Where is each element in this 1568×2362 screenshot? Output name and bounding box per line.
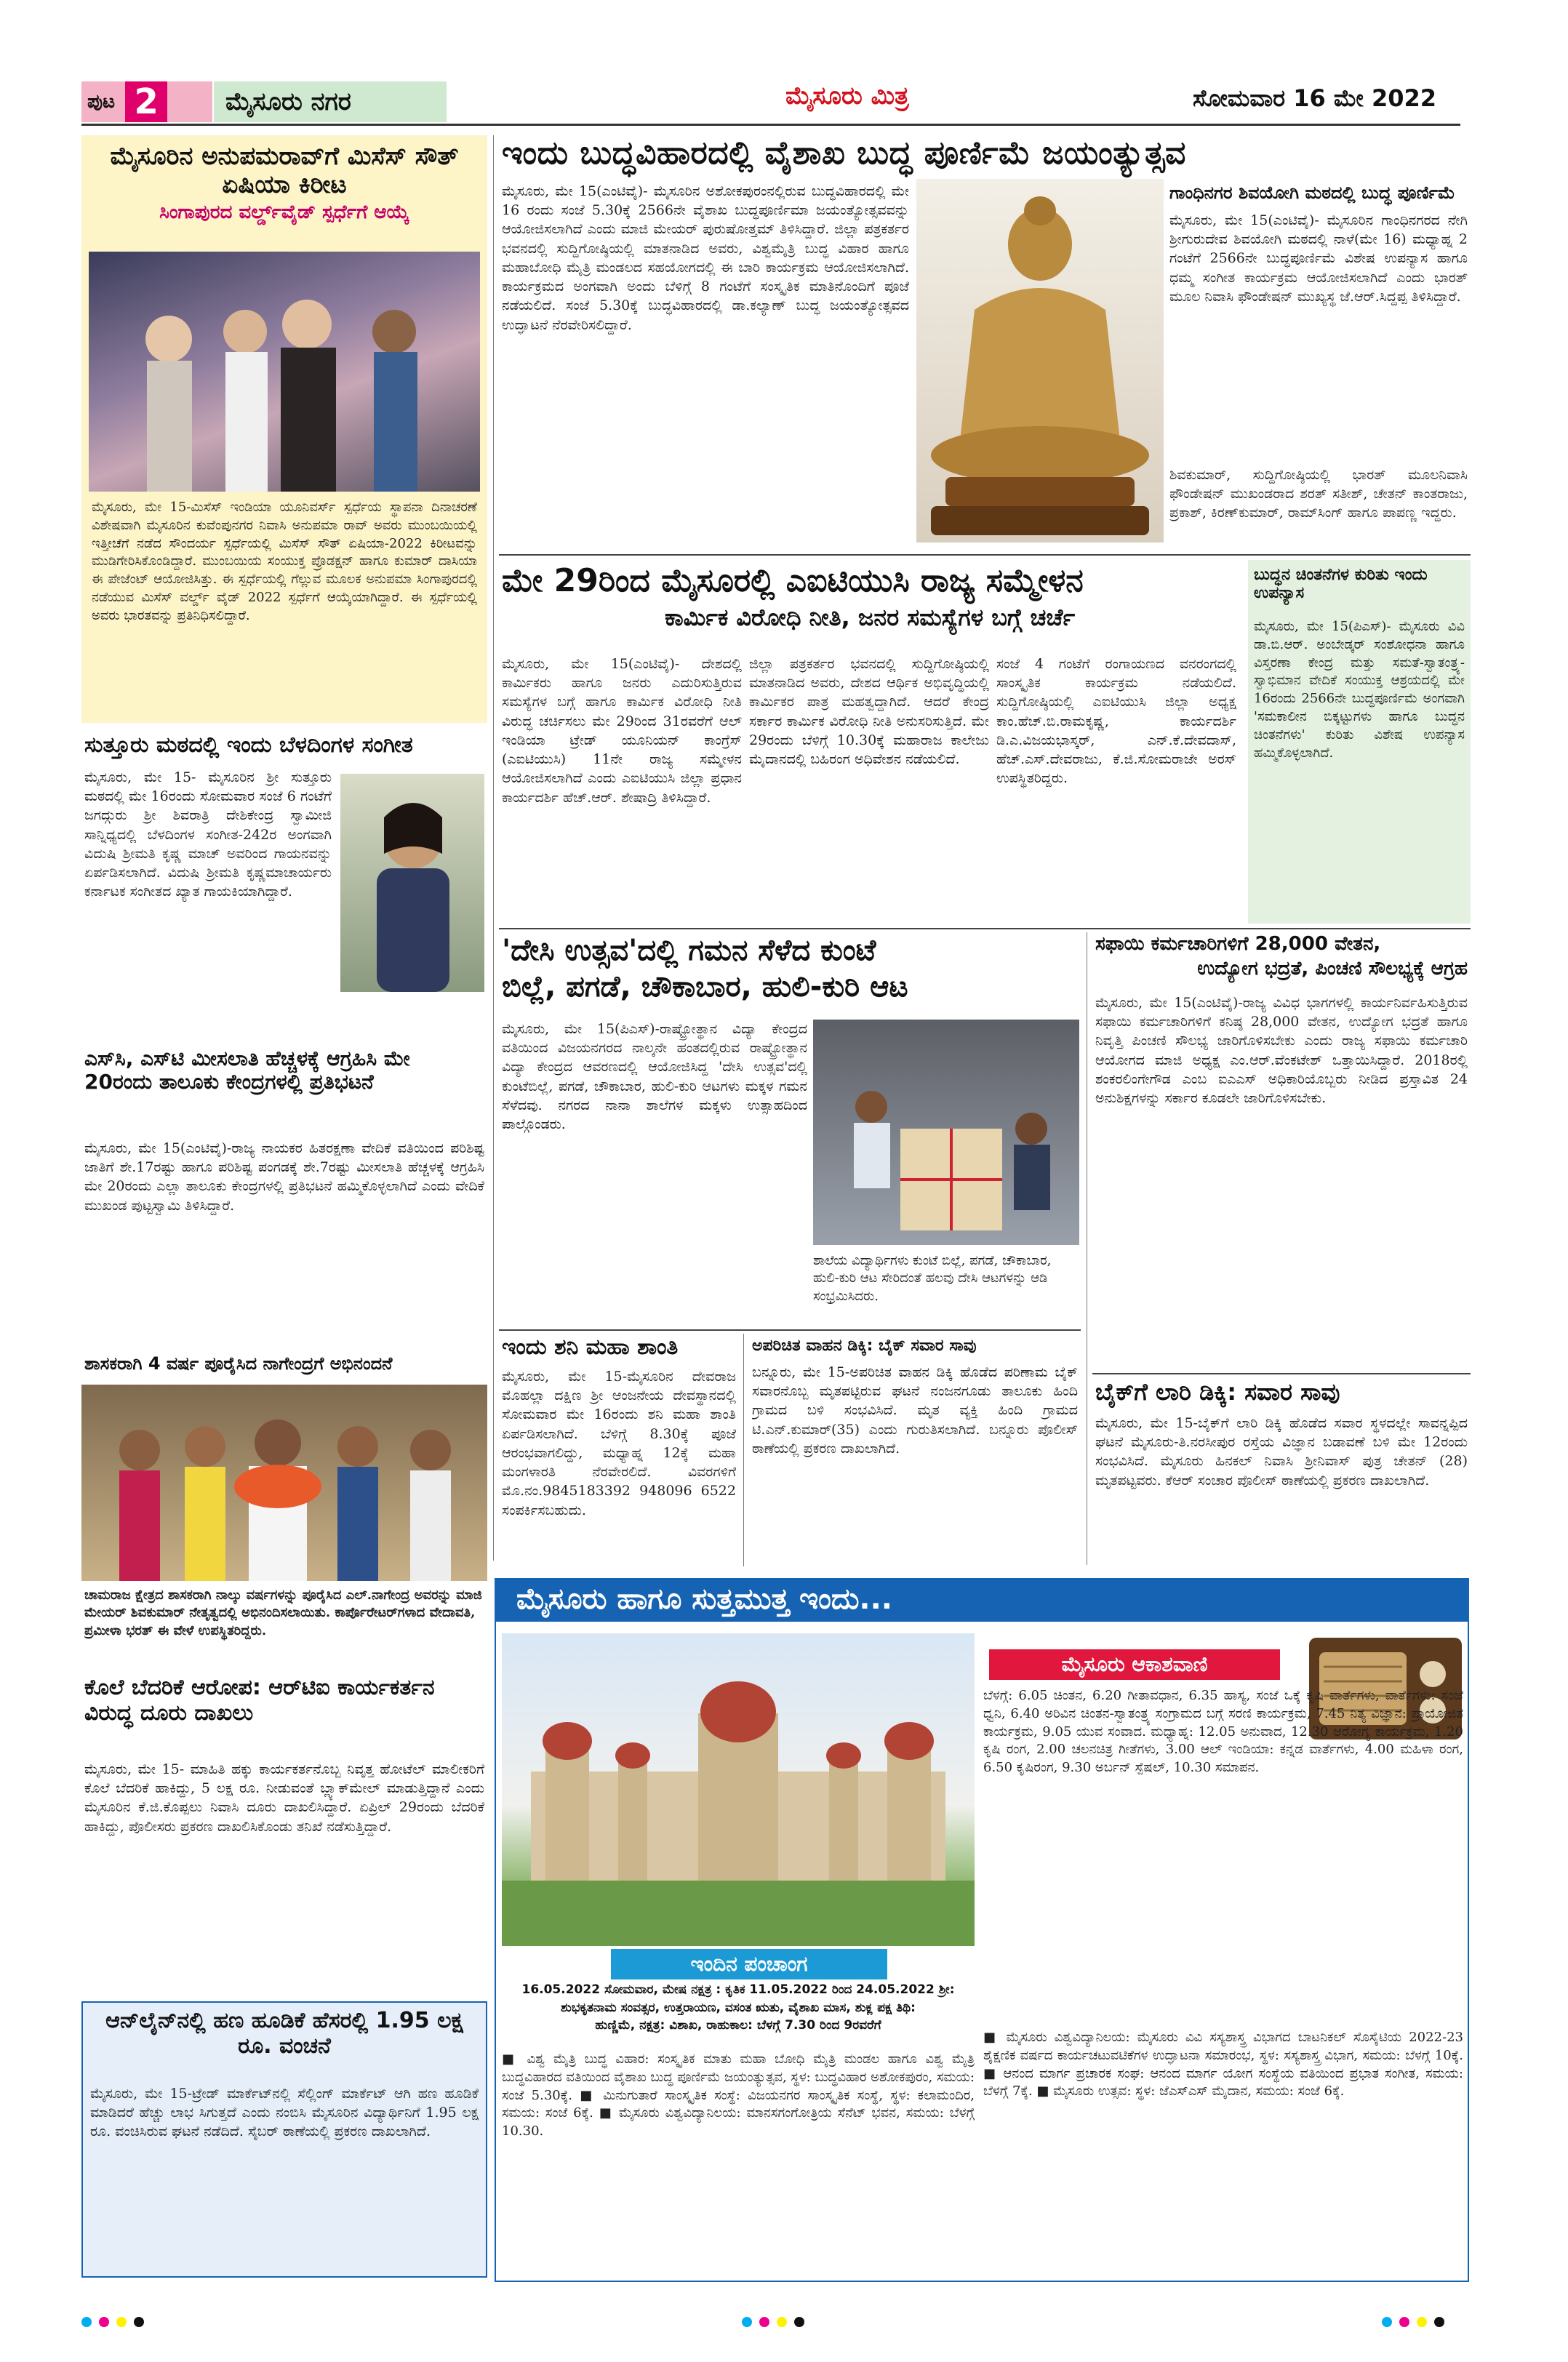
- award-photo: [89, 252, 480, 492]
- section-divider: [499, 554, 1471, 556]
- singer-illustration: [340, 774, 484, 992]
- mysore-palace-photo: [502, 1633, 975, 1946]
- palace-illustration: [502, 1633, 975, 1946]
- story-headline: ಇಂದು ಶನಿ ಮಹಾ ಶಾಂತಿ: [502, 1334, 679, 1360]
- story-body: ಮೈಸೂರು, ಮೇ 15-ಬೈಕ್‌ಗೆ ಲಾರಿ ಡಿಕ್ಕಿ ಹೊಡೆದ ಸವಾರ ಸ್ಥಳದಲ್ಲೇ ಸಾವನ್ನಪ್ಪಿದ ಘಟನೆ ಮೈಸೂರು-ತಿ.ನರಸೀಪುರ ರಸ್ತೆಯ ವಿಜ್ಞಾನ ಬಡಾವಣೆ ಬಳಿ ಮೇ 12ರಂದು ಸಂಭವಿಸಿದೆ. ಮೈಸೂರು ಹಿನಕಲ್ ನಿವಾಸಿ ಶ್ರೀನಿವಾಸ್ ಪುತ್ರ ಚೇತನ್ (28) ಮೃತಪಟ್ಟವರು. ಕೆಆರ್ ಸಂಚಾರ ಪೊಲೀಸ್ ಠಾಣೆಯಲ್ಲಿ ಪ್ರಕರಣ ದಾಖಲಾಗಿದೆ.: [1095, 1415, 1468, 1489]
- events-list-right: ■ ಮೈಸೂರು ವಿಶ್ವವಿದ್ಯಾನಿಲಯ: ಮೈಸೂರು ವಿವಿ ಸಸ್ಯಶಾಸ್ತ್ರ ವಿಭಾಗದ ಬಾಟನಿಕಲ್ ಸೊಸೈಟಿಯ 2022-23 ಶೈಕ್ಷಣಿಕ ವರ್ಷದ ಕಾರ್ಯಚಟುವಟಿಕೆಗಳ ಉದ್ಘಾಟನಾ ಸಮಾರಂಭ, ಸ್ಥಳ: ಸಸ್ಯಶಾಸ್ತ್ರ ವಿಭಾಗ, ಸಮಯ: ಬೆಳಗ್ಗೆ 10ಕ್ಕೆ. ■ ಆನಂದ ಮಾರ್ಗ ಪ್ರಚಾರಕ ಸಂಘ: ಆನಂದ ಮಾರ್ಗ ಯೋಗ ಸಂಸ್ಥೆಯ ವತಿಯಿಂದ ಪ್ರಭಾತ ಸಂಗೀತ, ಸಮಯ: ಬೆಳಗ್ಗೆ 7ಕ್ಕೆ. ■ ಮೈಸೂರು ಉತ್ಸವ: ಸ್ಥಳ: ಜೆಎಸ್‌ಎಸ್ ಮೈದಾನ, ಸಮಯ: ಸಂಜೆ 6ಕ್ಕೆ.: [983, 2030, 1463, 2099]
- story-body: ಮೈಸೂರು, ಮೇ 15(ಪಿಎಸ್)- ಮೈಸೂರು ವಿವಿ ಡಾ.ಬಿ.ಆರ್. ಅಂಬೇಡ್ಕರ್ ಸಂಶೋಧನಾ ಹಾಗೂ ವಿಸ್ತರಣಾ ಕೇಂದ್ರ ಮತ್ತು ಸಮತೆ-ಸ್ವಾತಂತ್ರ್ಯ-ಸ್ವಾಭಿಮಾನ ವೇದಿಕೆ ಸಂಯುಕ್ತ ಆಶ್ರಯದಲ್ಲಿ ಮೇ 16ರಂದು 2566ನೇ ಬುದ್ಧಪೂರ್ಣಿಮೆ ಅಂಗವಾಗಿ 'ಸಮಕಾಲೀನ ಬಿಕ್ಕಟ್ಟುಗಳು ಹಾಗೂ ಬುದ್ಧನ ಚಿಂತನೆಗಳು' ಕುರಿತು ವಿಶೇಷ ಉಪನ್ಯಾಸ ಹಮ್ಮಿಕೊಳ್ಳಲಾಗಿದೆ.: [1254, 619, 1465, 761]
- story-hit-and-run: [749, 1334, 1081, 1566]
- story-headline: ಮೇ 29ರಿಂದ ಮೈಸೂರಲ್ಲಿ ಎಐಟಿಯುಸಿ ರಾಜ್ಯ ಸಮ್ಮೇಳನ: [502, 562, 1084, 599]
- felicitation-illustration: [81, 1385, 487, 1581]
- story-rti-complaint: [81, 1673, 487, 1993]
- masthead-rule: [81, 124, 1460, 126]
- story-subhead: ಸಿಂಗಾಪುರದ ವರ್ಲ್ಡ್‌ವೈಡ್ ಸ್ಪರ್ಧೆಗೆ ಆಯ್ಕೆ: [159, 201, 409, 224]
- story-anupama-rao: [81, 135, 487, 723]
- column-rule: [493, 135, 494, 1561]
- panchanga-title: ಇಂದಿನ ಪಂಚಾಂಗ: [611, 1949, 887, 1979]
- section-divider: [499, 928, 1471, 929]
- children-games-illustration: [813, 1020, 1079, 1245]
- story-body: ಮೈಸೂರು, ಮೇ 15(ಎಂಟಿವೈ)-ರಾಜ್ಯ ನಾಯಕರ ಹಿತರಕ್ಷಣಾ ವೇದಿಕೆ ವತಿಯಿಂದ ಪರಿಶಿಷ್ಟ ಜಾತಿಗೆ ಶೇ.17ರಷ್ಟು ಹಾಗೂ ಪರಿಶಿಷ್ಟ ಪಂಗಡಕ್ಕೆ ಶೇ.7ರಷ್ಟು ಮೀಸಲಾತಿ ಹೆಚ್ಚಳಕ್ಕೆ ಆಗ್ರಹಿಸಿ ಮೇ 20ರಂದು ಎಲ್ಲಾ ತಾಲೂಕು ಕೇಂದ್ರಗಳಲ್ಲಿ ಪ್ರತಿಭಟನೆ ಹಮ್ಮಿಕೊಳ್ಳಲಾಗಿದೆ ಎಂದು ವೇದಿಕೆ ಮುಖಂಡ ಪುಟ್ಟಸ್ವಾಮಿ ತಿಳಿಸಿದ್ದಾರೆ.: [84, 1140, 484, 1214]
- story-headline-line1: ಸಫಾಯಿ ಕರ್ಮಚಾರಿಗಳಿಗೆ 28,000 ವೇತನ,: [1095, 933, 1381, 955]
- story-desi-utsava: [499, 932, 1081, 1325]
- story-buddha-lecture: [1248, 560, 1471, 924]
- story-body: ಮೈಸೂರು, ಮೇ 15-ಮಿಸೆಸ್ ಇಂಡಿಯಾ ಯೂನಿವರ್ಸ್ ಸ್ಪರ್ಧೆಯ ಸ್ಥಾಪನಾ ದಿನಾಚರಣೆ ವಿಶೇಷವಾಗಿ ಮೈಸೂರಿನ ಕುವೆಂಪುನಗರ ನಿವಾಸಿ ಅನುಪಮಾ ರಾವ್ ಅವರು ಮುಂಬಯಿಯಲ್ಲಿ ಇತ್ತೀಚೆಗೆ ನಡೆದ ಸೌಂದರ್ಯ ಸ್ಪರ್ಧೆಯಲ್ಲಿ ಮಿಸೆಸ್ ಸೌತ್ ಏಷಿಯಾ-2022 ಕಿರೀಟವನ್ನು ಮುಡಿಗೇರಿಸಿಕೊಂಡಿದ್ದಾರೆ. ಮುಂಬಯಿಯ ಸಂಯುಕ್ತ ಪ್ರೊಡಕ್ಷನ್ ಹಾಗೂ ಕುಮಾರ್ ದಾಸಿಯಾ ಈ ಪೇಜೆಂಟ್ ಆಯೋಜಿಸಿತ್ತು. ಈ ಸ್ಪರ್ಧೆಯಲ್ಲಿ ಗೆಲ್ಲುವ ಮೂಲಕ ಅನುಪಮಾ ಸಿಂಗಾಪುರದಲ್ಲಿ ನಡೆಯುವ ಮಿಸೆಸ್ ವರ್ಲ್ಡ್ ವೈಡ್ 2022 ಸ್ಪರ್ಧೆಗೆ ಆಯ್ಕೆಯಾಗಿದ್ದಾರೆ. ಈ ಸ್ಪರ್ಧೆಯಲ್ಲಿ ಅವರು ಭಾರತವನ್ನು ಪ್ರತಿನಿಧಿಸಲಿದ್ದಾರೆ.: [92, 500, 477, 623]
- felicitation-photo: [81, 1385, 487, 1581]
- story-body-col2: ಜಿಲ್ಲಾ ಪತ್ರಕರ್ತರ ಭವನದಲ್ಲಿ ಸುದ್ದಿಗೋಷ್ಠಿಯಲ್ಲಿ ಮಾತನಾಡಿದ ಅವರು, ದೇಶದ ಆರ್ಥಿಕ ಅಭಿವೃದ್ಧಿಯಲ್ಲಿ ಕಾರ್ಮಿಕರ ಪಾತ್ರ ಮಹತ್ವದ್ದಾಗಿದೆ. ಆದರೆ ಕೇಂದ್ರ ಸರ್ಕಾರ ಕಾರ್ಮಿಕ ವಿರೋಧಿ ನೀತಿ ಅನುಸರಿಸುತ್ತಿದೆ. ಮೇ 29ರಂದು ಬೆಳಿಗ್ಗೆ 10.30ಕ್ಕೆ ಮಹಾರಾಜ ಕಾಲೇಜು ಮೈದಾನದಲ್ಲಿ ಬಹಿರಂಗ ಅಧಿವೇಶನ ನಡೆಯಲಿದೆ.: [749, 656, 989, 768]
- story-online-fraud: [81, 2001, 487, 2278]
- dateline: ಸೋಮವಾರ 16 ಮೇ 2022: [1193, 84, 1437, 112]
- section-divider: [499, 1329, 1081, 1331]
- panchanga-line: ಹುಣ್ಣಿಮೆ, ನಕ್ಷತ್ರ: ವಿಶಾಖ, ರಾಹುಕಾಲ: ಬೆಳಗ್ಗೆ 7.30 ರಿಂದ 9ರವರೆಗೆ: [595, 2018, 881, 2033]
- story-shani-shanti: [499, 1334, 739, 1566]
- panchanga-line: 16.05.2022 ಸೋಮವಾರ, ಮೇಷ ನಕ್ಷತ್ರ : ಕೃತಿಕ 11.05.2022 ರಿಂದ 24.05.2022 ಶ್ರೀ:: [521, 1982, 955, 1997]
- newspaper-logo: ಮೈಸೂರು ಮಿತ್ರ: [785, 81, 909, 111]
- story-headline: ಸುತ್ತೂರು ಮಠದಲ್ಲಿ ಇಂದು ಬೆಳದಿಂಗಳ ಸಂಗೀತ: [84, 732, 413, 758]
- children-games-photo: [813, 1020, 1079, 1245]
- story-headline: ಶಾಸಕರಾಗಿ 4 ವರ್ಷ ಪೂರೈಸಿದ ನಾಗೇಂದ್ರಗೆ ಅಭಿನಂದನೆ: [84, 1353, 393, 1374]
- buddha-statue-photo: [916, 179, 1164, 543]
- lead-side-body: ಮೈಸೂರು, ಮೇ 15(ಎಂಟಿವೈ)- ಮೈಸೂರಿನ ಗಾಂಧಿನಗರದ ನೇಗಿ ಶ್ರೀಗುರುದೇವ ಶಿವಯೋಗಿ ಮಠದಲ್ಲಿ ನಾಳೆ(ಮೇ 16) ಮಧ್ಯಾಹ್ನ 2 ಗಂಟೆಗೆ 2566ನೇ ಬುದ್ಧಪೂರ್ಣಿಮೆ ವಿಶೇಷ ಉಪನ್ಯಾಸ ಹಾಗೂ ಧಮ್ಮ ಸಂಗೀತ ಕಾರ್ಯಕ್ರಮ ಆಯೋಜಿಸಲಾಗಿದೆ ಎಂದು ಭಾರತ್ ಮೂಲ ನಿವಾಸಿ ಫೌಂಡೇಷನ್ ಮುಖ್ಯಸ್ಥ ಜೆ.ಆರ್.ಸಿದ್ದಪ್ಪ ತಿಳಿಸಿದ್ದಾರೆ.: [1169, 212, 1468, 305]
- page-label: ಪುಟ: [87, 90, 116, 113]
- story-headline: ಅಪರಿಚಿತ ವಾಹನ ಡಿಕ್ಕಿ: ಬೈಕ್ ಸವಾರ ಸಾವು: [752, 1337, 977, 1355]
- panchanga-details: [502, 1981, 975, 2046]
- story-headline-line2: ಉದ್ಯೋಗ ಭದ್ರತೆ, ಪಿಂಚಣಿ ಸೌಲಭ್ಯಕ್ಕೆ ಆಗ್ರಹ: [1197, 957, 1468, 980]
- story-body: ಬನ್ನೂರು, ಮೇ 15-ಅಪರಿಚಿತ ವಾಹನ ಡಿಕ್ಕಿ ಹೊಡೆದ ಪರಿಣಾಮ ಬೈಕ್ ಸವಾರನೊಬ್ಬ ಮೃತಪಟ್ಟಿರುವ ಘಟನೆ ನಂಜನಗೂಡು ತಾಲೂಕು ಹಿಂದಿ ಗ್ರಾಮದ ಬಳಿ ಸಂಭವಿಸಿದೆ. ಮೃತ ವ್ಯಕ್ತಿ ಹಿಂದಿ ಗ್ರಾಮದ ಟಿ.ಎನ್.ಕುಮಾರ್(35) ಎಂದು ಗುರುತಿಸಲಾಗಿದೆ. ಬನ್ನೂರು ಪೊಲೀಸ್ ಠಾಣೆಯಲ್ಲಿ ಪ್ರಕರಣ ದಾಖಲಾಗಿದೆ.: [752, 1364, 1078, 1457]
- story-headline: ಮೈಸೂರಿನ ಅನುಪಮರಾವ್‌ಗೆ ಮಿಸೆಸ್ ಸೌತ್ ಏಷಿಯಾ ಕಿರೀಟ: [110, 142, 459, 200]
- section-name: ಮೈಸೂರು ನಗರ: [214, 81, 447, 122]
- page-number: 2: [125, 81, 167, 122]
- registration-marks-right: [1382, 2317, 1444, 2327]
- story-headline: ಕೊಲೆ ಬೆದರಿಕೆ ಆರೋಪ: ಆರ್‌ಟಿಐ ಕಾರ್ಯಕರ್ತನ ವಿರುದ್ಧ ದೂರು ದಾಖಲು: [84, 1675, 435, 1726]
- lead-side-headline: ಗಾಂಧಿನಗರ ಶಿವಯೋಗಿ ಮಠದಲ್ಲಿ ಬುದ್ಧ ಪೂರ್ಣಿಮೆ: [1169, 183, 1455, 203]
- story-reservation-protest: [81, 1044, 487, 1342]
- masthead: [0, 0, 1568, 131]
- radio-title: ಮೈಸೂರು ಆಕಾಶವಾಣಿ: [989, 1649, 1280, 1680]
- lead-headline: ಇಂದು ಬುದ್ಧವಿಹಾರದಲ್ಲಿ ವೈಶಾಖ ಬುದ್ಧ ಪೂರ್ಣಿಮೆ ಜಯಂತ್ಯುತ್ಸವ: [502, 135, 1186, 172]
- story-headline-line2: ಬಿಲ್ಲೆ, ಪಗಡೆ, ಚೌಕಾಬಾರ, ಹುಲಿ-ಕುರಿ ಆಟ: [502, 970, 908, 1004]
- events-list-left: ■ ವಿಶ್ವ ಮೈತ್ರಿ ಬುದ್ಧ ವಿಹಾರ: ಸಂಸ್ಕೃತಿಕ ಮಾತು ಮಹಾ ಬೋಧಿ ಮೈತ್ರಿ ಮಂಡಲ ಹಾಗೂ ವಿಶ್ವ ಮೈತ್ರಿ ಬುದ್ಧವಿಹಾರದ ವತಿಯಿಂದ ವೈಶಾಖ ಬುದ್ಧ ಪೂರ್ಣಿಮೆ ಜಯಂತ್ಯುತ್ಸವ, ಸ್ಥಳ: ಬುದ್ಧವಿಹಾರ ಅಶೋಕಪುರಂ, ಸಮಯ: ಸಂಜೆ 5.30ಕ್ಕೆ. ■ ಮಿನುಗುತಾರೆ ಸಾಂಸ್ಕೃತಿಕ ಸಂಸ್ಥೆ: ವಿಜಯನಗರ ಸಾಂಸ್ಕೃತಿಕ ಸಂಸ್ಥೆ, ಸ್ಥಳ: ಕಲಾಮಂದಿರ, ಸಮಯ: ಸಂಜೆ 6ಕ್ಕೆ. ■ ಮೈಸೂರು ವಿಶ್ವವಿದ್ಯಾನಿಲಯ: ಮಾನಸಗಂಗೋತ್ರಿಯ ಸೆನೆಟ್ ಭವನ, ಸಮಯ: ಬೆಳಗ್ಗೆ 10.30.: [502, 2051, 975, 2139]
- story-bike-lorry-accident: [1092, 1377, 1471, 1566]
- singer-photo: [340, 774, 484, 992]
- story-body: ಮೈಸೂರು, ಮೇ 15-ಟ್ರೇಡ್ ಮಾರ್ಕೆಟ್‌ನಲ್ಲಿ ಸೆಲ್ಲಿಂಗ್ ಮಾರ್ಕೆಟ್ ಆಗಿ ಹಣ ಹೂಡಿಕೆ ಮಾಡಿದರೆ ಹೆಚ್ಚು ಲಾಭ ಸಿಗುತ್ತದೆ ಎಂದು ನಂಬಿಸಿ ಮೈಸೂರಿನ ವಿದ್ಯಾರ್ಥಿನಿಗೆ 1.95 ಲಕ್ಷ ರೂ. ವಂಚಿಸಿರುವ ಘಟನೆ ನಡೆದಿದೆ. ಸೈಬರ್ ಠಾಣೆಯಲ್ಲಿ ಪ್ರಕರಣ ದಾಖಲಾಗಿದೆ.: [90, 2086, 479, 2140]
- section-divider: [1092, 1373, 1471, 1374]
- story-mla-felicitation: [81, 1350, 487, 1670]
- story-safai-karmachari: [1092, 932, 1471, 1369]
- award-photo-illustration: [89, 252, 480, 492]
- story-body-col1: ಮೈಸೂರು, ಮೇ 15(ಎಂಟಿವೈ)- ದೇಶದಲ್ಲಿ ಕಾರ್ಮಿಕರು ಹಾಗೂ ಜನರು ಎದುರಿಸುತ್ತಿರುವ ಸಮಸ್ಯೆಗಳ ಬಗ್ಗೆ ಹಾಗೂ ಕಾರ್ಮಿಕ ವಿರೋಧಿ ನೀತಿ ವಿರುದ್ಧ ಚರ್ಚಿಸಲು ಮೇ 29ರಿಂದ 31ರವರೆಗೆ ಆಲ್ ಇಂಡಿಯಾ ಟ್ರೇಡ್ ಯೂನಿಯನ್ ಕಾಂಗ್ರೆಸ್ (ಎಐಟಿಯುಸಿ) 11ನೇ ರಾಜ್ಯ ಸಮ್ಮೇಳನ ಆಯೋಜಿಸಲಾಗಿದೆ ಎಂದು ಎಐಟಿಯುಸಿ ಜಿಲ್ಲಾ ಪ್ರಧಾನ ಕಾರ್ಯದರ್ಶಿ ಹೆಚ್.ಆರ್. ಶೇಷಾದ್ರಿ ತಿಳಿಸಿದ್ದಾರೆ.: [502, 656, 742, 806]
- story-body: ಮೈಸೂರು, ಮೇ 15- ಮೈಸೂರಿನ ಶ್ರೀ ಸುತ್ತೂರು ಮಠದಲ್ಲಿ ಮೇ 16ರಂದು ಸೋಮವಾರ ಸಂಜೆ 6 ಗಂಟೆಗೆ ಜಗದ್ಗುರು ಶ್ರೀ ಶಿವರಾತ್ರಿ ದೇಶಿಕೇಂದ್ರ ಸ್ವಾಮೀಜಿ ಸಾನ್ನಿಧ್ಯದಲ್ಲಿ ಬೆಳದಿಂಗಳ ಸಂಗೀತ-242ರ ಅಂಗವಾಗಿ ವಿದುಷಿ ಶ್ರೀಮತಿ ಕೃಷ್ಣ ಮಾಚ್ ಅವರಿಂದ ಗಾಯನವನ್ನು ಏರ್ಪಡಿಸಲಾಗಿದೆ. ವಿದುಷಿ ಶ್ರೀಮತಿ ಕೃಷ್ಣಮಾಚಾರ್ಯರು ಕರ್ನಾಟಕ ಸಂಗೀತದ ಖ್ಯಾತ ಗಾಯಕಿಯಾಗಿದ್ದಾರೆ.: [84, 769, 332, 900]
- story-aituc-conference: [499, 560, 1241, 924]
- column-rule: [743, 1334, 744, 1566]
- story-headline: ಆನ್‌ಲೈನ್‌ನಲ್ಲಿ ಹಣ ಹೂಡಿಕೆ ಹೆಸರಲ್ಲಿ 1.95 ಲಕ್ಷ ರೂ. ವಂಚನೆ: [105, 2008, 463, 2059]
- story-headline: ಎಸ್‌ಸಿ, ಎಸ್‌ಟಿ ಮೀಸಲಾತಿ ಹೆಚ್ಚಳಕ್ಕೆ ಆಗ್ರಹಿಸಿ ಮೇ 20ರಂದು ತಾಲೂಕು ಕೇಂದ್ರಗಳಲ್ಲಿ ಪ್ರತಿಭಟನೆ: [84, 1046, 410, 1094]
- story-body-col3: ಸಂಜೆ 4 ಗಂಟೆಗೆ ರಂಗಾಯಣದ ವನರಂಗದಲ್ಲಿ ಸಾಂಸ್ಕೃತಿಕ ಕಾರ್ಯಕ್ರಮ ನಡೆಯಲಿದೆ. ಸುದ್ದಿಗೋಷ್ಠಿಯಲ್ಲಿ ಎಐಟಿಯುಸಿ ಜಿಲ್ಲಾ ಅಧ್ಯಕ್ಷ ಕಾಂ.ಹೆಚ್.ಬಿ.ರಾಮಕೃಷ್ಣ, ಕಾರ್ಯದರ್ಶಿ ಡಿ.ಎ.ವಿಜಯಭಾಸ್ಕರ್, ಎನ್.ಕೆ.ದೇವದಾಸ್, ಹೆಚ್.ಎಸ್.ದೇವರಾಜು, ಕೆ.ಜಿ.ಸೋಮರಾಜೇ ಅರಸ್ ಉಪಸ್ಥಿತರಿದ್ದರು.: [996, 656, 1236, 787]
- radio-schedule: ಬೆಳಗ್ಗೆ: 6.05 ಚಿಂತನ, 6.20 ಗೀತಾವಧಾನ, 6.35 ಹಾಸ್ಯ, ಸಂಜೆ ಒಕ್ಕೆ ಕೃಷಿ ವಾರ್ತೆಗಳು, ವಾರ್ತೆಗಳು: ಸಂಜೆ ಧ್ವನಿ, 6.40 ಅರಿವಿನ ಚಿಂತನ-ಸ್ವಾತಂತ್ರ್ಯ ಸಂಗ್ರಾಮದ ಬಗ್ಗೆ ಸರಣಿ ಕಾರ್ಯಕ್ರಮ, 7.45 ನಿತ್ಯ ವಿಜ್ಞಾನ: ಪ್ರಾಯೋಜಿತ ಕಾರ್ಯಕ್ರಮ, 9.05 ಯುವ ಸಂವಾದ. ಮಧ್ಯಾಹ್ನ: 12.05 ಅನುವಾದ, 12.30 ಆರೋಗ್ಯ ಕಾರ್ಯಕ್ರಮ, 1.20 ಕೃಷಿ ರಂಗ, 2.00 ಚಲನಚಿತ್ರ ಗೀತೆಗಳು, 3.00 ಆಲ್ ಇಂಡಿಯಾ: ಕನ್ನಡ ವಾರ್ತೆಗಳು, 4.00 ಮಹಿಳಾ ರಂಗ, 6.50 ಕೃಷಿರಂಗ, 9.30 ಅರ್ಬನ್ ಸ್ಪೆಷಲ್, 10.30 ಸಮಾಪನ.: [983, 1688, 1463, 1776]
- story-headline: ಬೈಕ್‌ಗೆ ಲಾರಿ ಡಿಕ್ಕಿ: ಸವಾರ ಸಾವು: [1095, 1378, 1340, 1406]
- story-body: ಮೈಸೂರು, ಮೇ 15(ಪಿಎಸ್)-ರಾಷ್ಟ್ರೋತ್ಥಾನ ವಿದ್ಯಾ ಕೇಂದ್ರದ ವತಿಯಿಂದ ವಿಜಯನಗರದ ನಾಲ್ಕನೇ ಹಂತದಲ್ಲಿರುವ ರಾಷ್ಟ್ರೋತ್ಥಾನ ವಿದ್ಯಾ ಕೇಂದ್ರದ ಆವರಣದಲ್ಲಿ ಆಯೋಜಿಸಿದ್ದ 'ದೇಸಿ ಉತ್ಸವ'ದಲ್ಲಿ ಕುಂಟೆಬಿಲ್ಲೆ, ಪಗಡೆ, ಚೌಕಾಬಾರ, ಹುಲಿ-ಕುರಿ ಆಟಗಳು ಮಕ್ಕಳ ಗಮನ ಸೆಳೆದವು. ನಗರದ ನಾನಾ ಶಾಲೆಗಳ ಮಕ್ಕಳು ಉತ್ಸಾಹದಿಂದ ಪಾಲ್ಗೊಂಡರು.: [502, 1021, 807, 1133]
- registration-marks-left: [81, 2317, 144, 2327]
- lead-side-body-2: ಶಿವಕುಮಾರ್, ಸುದ್ದಿಗೋಷ್ಠಿಯಲ್ಲಿ ಭಾರತ್ ಮೂಲನಿವಾಸಿ ಫೌಂಡೇಷನ್ ಮುಖಂಡರಾದ ಶರತ್ ಸತೀಶ್, ಚೇತನ್ ಕಾಂತರಾಜು, ಪ್ರಕಾಶ್, ಕಿರಣ್‌ಕುಮಾರ್, ರಾಮ್‌ಸಿಂಗ್ ಹಾಗೂ ಪಾಪಣ್ಣ ಇದ್ದರು.: [1169, 467, 1468, 521]
- story-body: ಮೈಸೂರು, ಮೇ 15-ಮೈಸೂರಿನ ದೇವರಾಜ ಮೊಹಲ್ಲಾ ದಕ್ಷಿಣ ಶ್ರೀ ಆಂಜನೇಯ ದೇವಸ್ಥಾನದಲ್ಲಿ ಸೋಮವಾರ ಮೇ 16ರಂದು ಶನಿ ಮಹಾ ಶಾಂತಿ ಏರ್ಪಡಿಸಲಾಗಿದೆ. ಬೆಳಿಗ್ಗೆ 8.30ಕ್ಕೆ ಪೂಜೆ ಆರಂಭವಾಗಲಿದ್ದು, ಮಧ್ಯಾಹ್ನ 12ಕ್ಕೆ ಮಹಾ ಮಂಗಳಾರತಿ ನೆರವೇರಲಿದೆ. ವಿವರಗಳಿಗೆ ಮೊ.ನಂ.9845183392 948096 6522 ಸಂಪರ್ಕಿಸಬಹುದು.: [502, 1369, 736, 1518]
- story-headline-line1: 'ದೇಸಿ ಉತ್ಸವ'ದಲ್ಲಿ ಗಮನ ಸೆಳೆದ ಕುಂಟೆ: [502, 934, 876, 967]
- story-headline: ಬುದ್ಧನ ಚಿಂತನೆಗಳ ಕುರಿತು ಇಂದು ಉಪನ್ಯಾಸ: [1254, 566, 1428, 603]
- story-subhead: ಕಾರ್ಮಿಕ ವಿರೋಧಿ ನೀತಿ, ಜನರ ಸಮಸ್ಯೆಗಳ ಬಗ್ಗೆ ಚರ್ಚೆ: [664, 603, 1076, 631]
- story-suttur-music: [81, 730, 487, 1036]
- panchanga-line: ಶುಭಕೃತನಾಮ ಸಂವತ್ಸರ, ಉತ್ತರಾಯಣ, ವಸಂತ ಋತು, ವೈಶಾಖ ಮಾಸ, ಶುಕ್ಲ ಪಕ್ಷ ತಿಥಿ:: [561, 2000, 916, 2015]
- buddha-illustration: [916, 179, 1164, 543]
- photo-caption: ಚಾಮರಾಜ ಕ್ಷೇತ್ರದ ಶಾಸಕರಾಗಿ ನಾಲ್ಕು ವರ್ಷಗಳನ್ನು ಪೂರೈಸಿದ ಎಲ್.ನಾಗೇಂದ್ರ ಅವರನ್ನು ಮಾಜಿ ಮೇಯರ್ ಶಿವಕುಮಾರ್ ನೇತೃತ್ವದಲ್ಲಿ ಅಭಿನಂದಿಸಲಾಯಿತು. ಕಾರ್ಪೊರೇಟರ್‌ಗಳಾದ ವೇದಾವತಿ, ಪ್ರಮೀಳಾ ಭರತ್ ಈ ವೇಳೆ ಉಪಸ್ಥಿತರಿದ್ದರು.: [84, 1588, 482, 1638]
- lead-story: [499, 131, 1471, 553]
- story-body: ಮೈಸೂರು, ಮೇ 15- ಮಾಹಿತಿ ಹಕ್ಕು ಕಾರ್ಯಕರ್ತನೊಬ್ಬ ನಿವೃತ್ತ ಹೋಟೆಲ್ ಮಾಲೀಕರಿಗೆ ಕೊಲೆ ಬೆದರಿಕೆ ಹಾಕಿದ್ದು, 5 ಲಕ್ಷ ರೂ. ನೀಡುವಂತೆ ಬ್ಲ್ಯಾಕ್‌ಮೇಲ್ ಮಾಡುತ್ತಿದ್ದಾನೆ ಎಂದು ಮೈಸೂರಿನ ಕೆ.ಜಿ.ಕೊಪ್ಪಲು ನಿವಾಸಿ ದೂರು ದಾಖಲಿಸಿದ್ದಾರೆ. ಏಪ್ರಿಲ್ 29ರಂದು ಬೆದರಿಕೆ ಹಾಕಿದ್ದು, ಪೊಲೀಸರು ಪ್ರಕರಣ ದಾಖಲಿಸಿಕೊಂಡು ತನಿಖೆ ನಡೆಸುತ್ತಿದ್ದಾರೆ.: [84, 1761, 484, 1835]
- registration-marks-center: [742, 2317, 804, 2327]
- photo-caption: ಶಾಲೆಯ ವಿದ್ಯಾರ್ಥಿಗಳು ಕುಂಟೆ ಬಿಲ್ಲೆ, ಪಗಡೆ, ಚೌಕಾಬಾರ, ಹುಲಿ-ಕುರಿ ಆಟ ಸೇರಿದಂತೆ ಹಲವು ದೇಸಿ ಆಟಗಳನ್ನು ಆಡಿ ಸಂಭ್ರಮಿಸಿದರು.: [813, 1253, 1052, 1304]
- lead-body: ಮೈಸೂರು, ಮೇ 15(ಎಂಟಿವೈ)- ಮೈಸೂರಿನ ಅಶೋಕಪುರಂನಲ್ಲಿರುವ ಬುದ್ಧವಿಹಾರದಲ್ಲಿ ಮೇ 16 ರಂದು ಸಂಜೆ 5.30ಕ್ಕೆ 2566ನೇ ವೈಶಾಖ ಬುದ್ಧಪೂರ್ಣಿಮಾ ಜಯಂತ್ಯೋತ್ಸವವನ್ನು ಆಯೋಜಿಸಲಾಗಿದೆ ಎಂದು ಮಾಜಿ ಮೇಯರ್ ಪುರುಷೋತ್ತಮ್ ತಿಳಿಸಿದ್ದಾರೆ. ಜಿಲ್ಲಾ ಪತ್ರಕರ್ತರ ಭವನದಲ್ಲಿ ಸುದ್ದಿಗೋಷ್ಠಿಯಲ್ಲಿ ಮಾತನಾಡಿದ ಅವರು, ವಿಶ್ವಮೈತ್ರಿ ಬುದ್ಧ ವಿಹಾರ ಹಾಗೂ ಮಹಾಬೋಧಿ ಮೈತ್ರಿ ಮಂಡಲದ ಸಹಯೋಗದಲ್ಲಿ ಈ ಬಾರಿ ಕಾರ್ಯಕ್ರಮ ಆಯೋಜಿಸಲಾಗಿದೆ. ಕಾರ್ಯಕ್ರಮದ ಅಂಗವಾಗಿ ಅಂದು ಬೆಳಿಗ್ಗೆ 8 ಗಂಟೆಗೆ ಸಂಸ್ಕೃತಿಕ ಮಾತಿನೊಂದಿಗೆ ಪೂಜೆ ನಡೆಯಲಿದೆ. ಸಂಜೆ 5.30ಕ್ಕೆ ಬುದ್ಧವಿಹಾರದಲ್ಲಿ ಡಾ.ಕಲ್ಯಾಣ್ ಬುದ್ಧ ಜಯಂತ್ಯೋತ್ಸವದ ಉದ್ಘಾಟನೆ ನೆರವೇರಿಸಲಿದ್ದಾರೆ.: [502, 183, 909, 333]
- events-banner: ಮೈಸೂರು ಹಾಗೂ ಸುತ್ತಮುತ್ತ ಇಂದು...: [495, 1578, 1469, 1620]
- story-body: ಮೈಸೂರು, ಮೇ 15(ಎಂಟಿವೈ)-ರಾಜ್ಯ ವಿವಿಧ ಭಾಗಗಳಲ್ಲಿ ಕಾರ್ಯನಿರ್ವಹಿಸುತ್ತಿರುವ ಸಫಾಯಿ ಕರ್ಮಚಾರಿಗಳಿಗೆ ಕನಿಷ್ಠ 28,000 ವೇತನ, ಉದ್ಯೋಗ ಭದ್ರತೆ ಹಾಗೂ ನಿವೃತ್ತಿ ಪಿಂಚಣಿ ಸೌಲಭ್ಯ ಜಾರಿಗೊಳಿಸಬೇಕು ಎಂದು ರಾಜ್ಯ ಸಫಾಯಿ ಕರ್ಮಚಾರಿ ಆಯೋಗದ ಮಾಜಿ ಅಧ್ಯಕ್ಷ ಎಂ.ಆರ್.ವೆಂಕಟೇಶ್ ಒತ್ತಾಯಿಸಿದ್ದಾರೆ. 2018ರಲ್ಲಿ ಶಂಕರಲಿಂಗೇಗೌಡ ಎಂಬ ಐಎಎಸ್ ಅಧಿಕಾರಿಯೊಬ್ಬರು ನೀಡಿದ ಪ್ರಸ್ತಾವಿತ 24 ಅನುಶಿಕ್ಷಗಳನ್ನು ಸರ್ಕಾರ ಕೂಡಲೇ ಜಾರಿಗೊಳಿಸಬೇಕು.: [1095, 995, 1468, 1107]
- page-number-block: [81, 81, 212, 122]
